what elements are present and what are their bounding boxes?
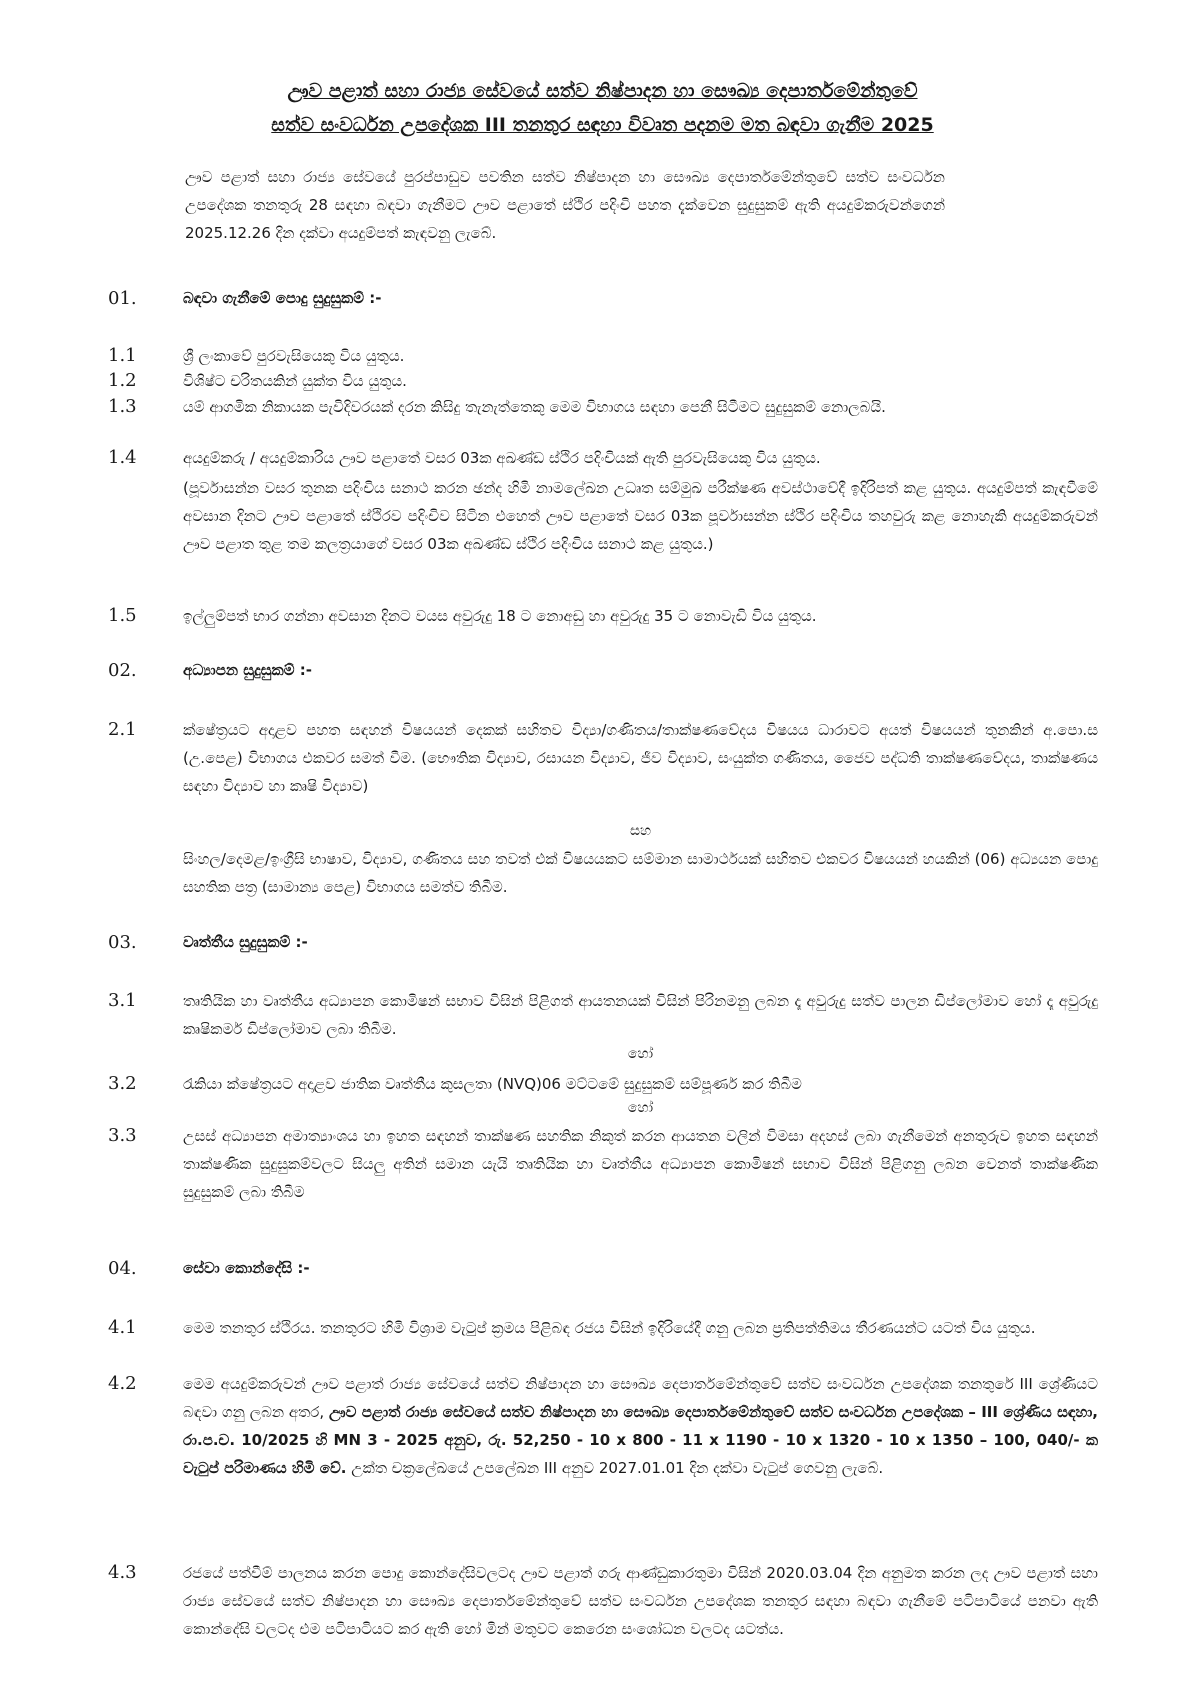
item-2-1-joiner: සහ — [629, 823, 652, 839]
section-1-number: 01. — [108, 288, 137, 309]
item-4-1-number: 4.1 — [108, 1317, 137, 1338]
item-4-3-text: රජයේ පත්වීම් පාලනය කරන පොදු කොන්දේසිවලටද ඌව පළාත් ගරු ආණ්ඩුකාරතුමා විසින් 2020.03.04 දින අනුමත කරන ලද ඌව පළාත් සහා රාජ්‍ය සේවයේ සත්ව නිෂ්පාදන හා සෞඛ්‍ය දෙපාර්තමේන්තුවේ සත්ව සංවර්ධන උපදේශක තනතුර සඳහා බඳවා ගැනීමේ පටිපාටියේ පනවා ඇති කොන්දේසි වලටද එම පටිපාටියට කර ඇති හෝ මින් මතුවට කෙරෙන සංශෝධන වලටද යටත්ය. — [183, 1564, 1098, 1638]
section-4-number: 04. — [108, 1258, 137, 1279]
section-1-heading: බඳවා ගැනීමේ පොදු සුදුසුකම් :- — [183, 289, 382, 307]
title-line-2: සත්ව සංවර්ධන උපදේශක III තනතුර සඳහා විවෘත පදනම මත බඳවා ගැනීම 2025 — [271, 114, 934, 136]
item-4-1-text: මෙම තනතුර ස්ථිරය. තනතුරට හිමි විශ්‍රාම වැටුප් ක්‍රමය පිළිබඳ රජය විසින් ඉදිරියේදී ගනු ලබන ප්‍රතිපත්තිමය තීරණයන්ට යටත් විය යුතුය. — [183, 1319, 1036, 1337]
item-3-2-text: රැකියා ක්ෂේත්‍රයට අදාළව ජාතික වෘත්තීය කුසලතා (NVQ)06 මට්ටමේ සුදුසුකම් සම්පූර්ණ කර තිබීම — [183, 1075, 802, 1093]
intro-paragraph: ඌව පළාත් සහා රාජ්‍ය සේවයේ පුරප්පාඩුව පවතින සත්ව නිෂ්පාදන හා සෞඛ්‍ය දෙපාර්තමේන්තුවේ සත්ව සංවර්ධන උපදේශක තනතුරු 28 සඳහා බඳවා ගැනීමට ඌව පළාතේ ස්ථිර පදිංචි පහත දැක්වෙන සුදුසුකම් ඇති අයදුම්කරුවන්ගෙන් 2025.12.26 දින දක්වා අයදුම්පත් කැඳවනු ලැබේ. — [185, 168, 945, 242]
item-1-5-number: 1.5 — [108, 605, 137, 626]
item-3-2-number: 3.2 — [108, 1073, 137, 1094]
section-2-number: 02. — [108, 660, 137, 681]
item-1-2-text: විශිෂ්ට චරිතයකින් යුක්ත විය යුතුය. — [183, 372, 407, 390]
item-1-1-number: 1.1 — [108, 345, 137, 366]
item-4-3-number: 4.3 — [108, 1562, 137, 1583]
item-3-3-text: උසස් අධ්‍යාපන අමාත්‍යාංශය හා ඉහත සඳහන් තාක්ෂණ සහතික නිකුත් කරන ආයතන වලින් විමසා අදහස් ලබා ගැනීමෙන් අනතුරුව ඉහත සඳහන් තාක්ෂණික සුදුසුකම්වලට සියලු අතින් සමාන යැයි තෘතියික හා වෘත්තීය අධ්‍යාපන කොමිෂන් සභාව විසින් පිළිගනු ලබන වෙනත් තාක්ෂණික සුදුසුකම් ලබා තිබීම — [183, 1127, 1098, 1201]
item-1-4-note: (පූර්වාසන්න වසර තුනක පදිංචිය සනාථ කරන ඡන්ද හිමි නාමලේඛන උධෘත සම්මුඛ පරීක්ෂණ අවස්ථාවේදී ඉදිරිපත් කළ යුතුය. අයදුම්පත් කැඳවීමේ අවසාන දිනට ඌව පළාතේ ස්ථිරව පදිංචිව සිටින එහෙත් ඌව පළාතේ වසර 03ක පූර්වාසන්න ස්ථිර පදිංචිය තහවුරු කළ නොහැකි අයදුම්කරුවන් ඌව පළාත තුළ තම කලත්‍රයාගේ වසර 03ක අඛණ්ඩ ස්ථිර පදිංචිය සනාථ කළ යුතුය.) — [183, 479, 1098, 553]
title-line-1: ඌව පළාත් සහා රාජ්‍ය සේවයේ සත්ව නිෂ්පාදන හා සෞඛ්‍ය දෙපාර්තමේන්තුවේ — [287, 80, 918, 102]
item-3-1-number: 3.1 — [108, 990, 137, 1011]
item-1-4-text: අයදුම්කරු / අයදුම්කාරිය ඌව පළාතේ වසර 03ක අඛණ්ඩ ස්ථිර පදිංචියක් ඇති පුරවැසියෙකු විය යුතුය. — [183, 449, 821, 467]
item-3-1-joiner: හෝ — [627, 1046, 654, 1062]
item-1-3-number: 1.3 — [108, 396, 137, 417]
section-3-heading: වෘත්තීය සුදුසුකම් :- — [183, 933, 308, 951]
item-2-1-text-2: සිංහල/දෙමළ/ඉංග්‍රීසි භාෂාව, විද්‍යාව, ගණිතය සහ තවත් එක් විෂයයකට සම්මාන සාමාර්ථයක් සහිතව එකවර විෂයයන් හයකින් (06) අධ්‍යයන පොදු සහතික පත්‍ර (සාමාන්‍ය පෙළ) විභාගය සමත්ව තිබීම. — [183, 850, 1098, 896]
item-2-1-number: 2.1 — [108, 719, 137, 740]
section-4-heading: සේවා කොන්දේසි :- — [183, 1259, 310, 1277]
item-1-2-number: 1.2 — [108, 370, 137, 391]
item-1-1-text: ශ්‍රී ලංකාවේ පුරවැසියෙකු විය යුතුය. — [183, 347, 405, 365]
item-4-2-text-c: උක්ත චක්‍රලේඛයේ උපලේඛන III අනුව 2027.01.01 දින දක්වා වැටුප් ගෙවනු ලැබේ. — [346, 1459, 884, 1477]
section-2-heading: අධ්‍යාපන සුදුසුකම් :- — [183, 661, 312, 679]
item-1-4-number: 1.4 — [108, 447, 137, 468]
item-4-2-text-a: මෙම අයදුම්කරුවන් ඌව පළාත් රාජ්‍ය සේවයේ සත්ව නිෂ්පාදන හා සෞඛ්‍ය දෙපාර්තමේන්තුවේ සත්ව සංවර්ධන උපදේශක තනතුරේ III ශ්‍රේණියට බඳවා ගනු ලබන අතර, — [183, 1375, 1098, 1421]
item-3-3-number: 3.3 — [108, 1125, 137, 1146]
item-1-3-text: යම් ආගමික නිකායක පැවිදිවරයක් දරන කිසිදු තැනැත්තෙකු මෙම විභාගය සඳහා පෙනී සිටීමට සුදුසුකම් නොලබයි. — [183, 398, 886, 416]
section-3-number: 03. — [108, 932, 137, 953]
item-4-2-number: 4.2 — [108, 1373, 137, 1394]
item-4-2-text-bold: ඌව පළාත් රාජ්‍ය සේවයේ සත්ව නිෂ්පාදන හා සෞඛ්‍ය දෙපාර්තමේන්තුවේ සත්ව සංවර්ධන උපදේශක – III ශ්‍රේණිය සඳහා, රා.ප.ච. 10/2025 හි MN 3 - 2025 අනුව, රු. 52,250 - 10 x 800 - 11 x 1190 - 10 x 1320 - 10 x 1350 – 100, 040/- ක වැටුප් පරිමාණය හිමි වේ. — [183, 1403, 1098, 1477]
item-1-5-text: ඉල්ලුම්පත් භාර ගන්නා අවසාන දිනට වයස අවුරුදු 18 ට නොඅඩු හා අවුරුදු 35 ට නොවැඩි විය යුතුය. — [183, 607, 817, 625]
item-3-1-text: තෘතියික හා වෘත්තීය අධ්‍යාපන කොමිෂන් සභාව විසින් පිළිගත් ආයතනයක් විසින් පිරිනමනු ලබන දෑ අවුරුදු සත්ව පාලන ඩිප්ලෝමාව හෝ දෑ අවුරුදු කෘෂිකර්ම ඩිප්ලෝමාව ලබා තිබීම. — [183, 992, 1098, 1038]
item-4-2-text — [183, 1370, 1098, 1482]
item-3-2-joiner: හෝ — [627, 1100, 654, 1116]
item-2-1-text: ක්ෂේත්‍රයට අදාළව පහත සඳහන් විෂයයන් දෙකක් සහිතව විද්‍යා/ගණිතය/තාක්ෂණවේදය විෂයය ධාරාවට අයත් විෂයයන් තුනකින් අ.පො.ස (උ.පෙළ) විභාගය එකවර සමත් වීම. (භෞතික විද්‍යාව, රසායන විද්‍යාව, ජීව විද්‍යාව, සංයුක්ත ගණිතය, ජෛව පද්ධති තාක්ෂණවේදය, තාක්ෂණය සඳහා විද්‍යාව හා කෘෂි විද්‍යාව) — [183, 721, 1098, 795]
